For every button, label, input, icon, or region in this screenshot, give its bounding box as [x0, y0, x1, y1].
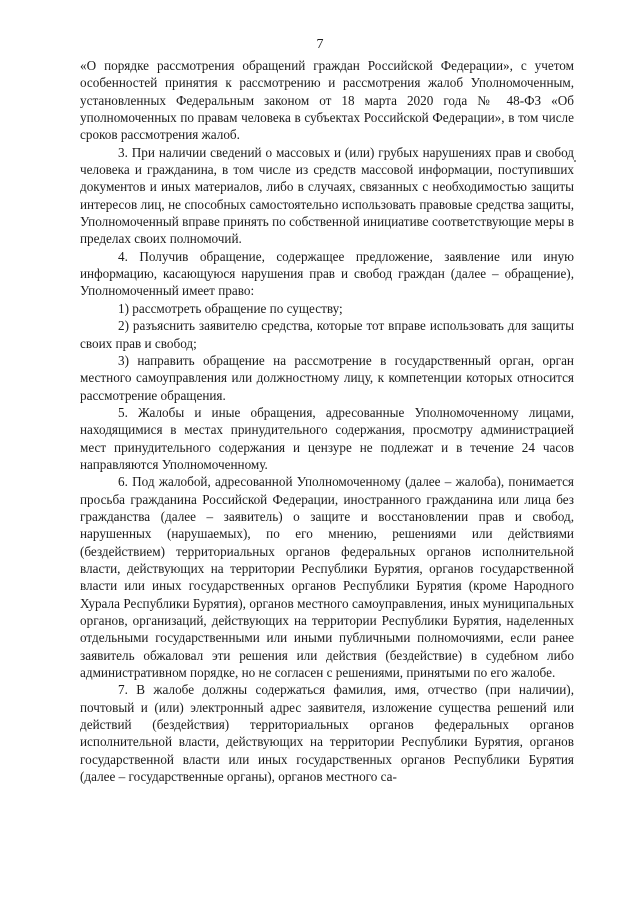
paragraph-item-3: 3. При наличии сведений о массовых и (или) грубых нарушениях прав и свобод человека и гражданина, в том числе из средств массовой информации, поступивших документов и иных материалов, либо в случаях, связанных с необходимостью защиты интересов лиц, не способных самостоятельно использовать правовые средства защиты, Уполномоченный вправе принять по собственной инициативе соответствующие меры в пределах своих полномочий. [80, 144, 574, 247]
paragraph-item-7: 7. В жалобе должны содержаться фамилия, имя, отчество (при наличии), почтовый и (или) электронный адрес заявителя, изложение существа решений или действий (бездействия) территориальных органов федеральных органов исполнительной власти, действующих на территории Республики Бурятия, органов государственной власти или иных государственных органов Республики Бурятия (далее – государственные органы), органов местного са- [80, 682, 574, 785]
paragraph-continuation: «О порядке рассмотрения обращений граждан Российской Федерации», с учетом особенностей принятия к рассмотрению и рассмотрения жалоб Уполномоченным, установленных Федеральным законом от 18 марта 2020 года № 48-ФЗ «Об уполномоченных по правам человека в субъектах Российской Федерации», в том числе сроков рассмотрения жалоб. [80, 58, 574, 143]
scan-speck [574, 160, 576, 162]
list-item-3: 3) направить обращение на рассмотрение в государственный орган, орган местного самоуправления или должностному лицу, к компетенции которых относится рассмотрение обращения. [80, 352, 574, 403]
paragraph-item-4: 4. Получив обращение, содержащее предложение, заявление или иную информацию, касающуюся нарушения прав и свобод граждан (далее – обращение), Уполномоченный имеет право: [80, 248, 574, 299]
paragraph-item-6: 6. Под жалобой, адресованной Уполномоченному (далее – жалоба), понимается просьба гражданина Российской Федерации, иностранного гражданина или лица без гражданства (далее – заявитель) о защите и восстановлении прав и свобод, нарушенных (нарушаемых), по его мнению, решениями или действиями (бездействием) территориальных органов федеральных органов исполнительной власти, действующих на территории Республики Бурятия, органов государственной власти или иных государственных органов Республики Бурятия (кроме Народного Хурала Республики Бурятия), органов местного самоуправления, иных муниципальных органов, организаций, действующих на территории Республики Бурятия, наделенных отдельными государственными или иными публичными полномочиями, если ранее заявитель обжаловал эти решения или действия (бездействие) в судебном либо административном порядке, но не согласен с решениями, принятыми по его жалобе. [80, 474, 574, 681]
page-number: 7 [316, 37, 324, 52]
document-body [80, 57, 574, 785]
paragraph-item-5: 5. Жалобы и иные обращения, адресованные Уполномоченному лицами, находящимися в местах принудительного содержания, просмотру администрацией мест принудительного содержания и цензуре не подлежат и в течение 24 часов направляются Уполномоченному. [80, 404, 574, 472]
list-item-1: 1) рассмотреть обращение по существу; [118, 300, 343, 316]
list-item-2: 2) разъяснить заявителю средства, которые тот вправе использовать для защиты своих прав и свобод; [80, 318, 574, 351]
